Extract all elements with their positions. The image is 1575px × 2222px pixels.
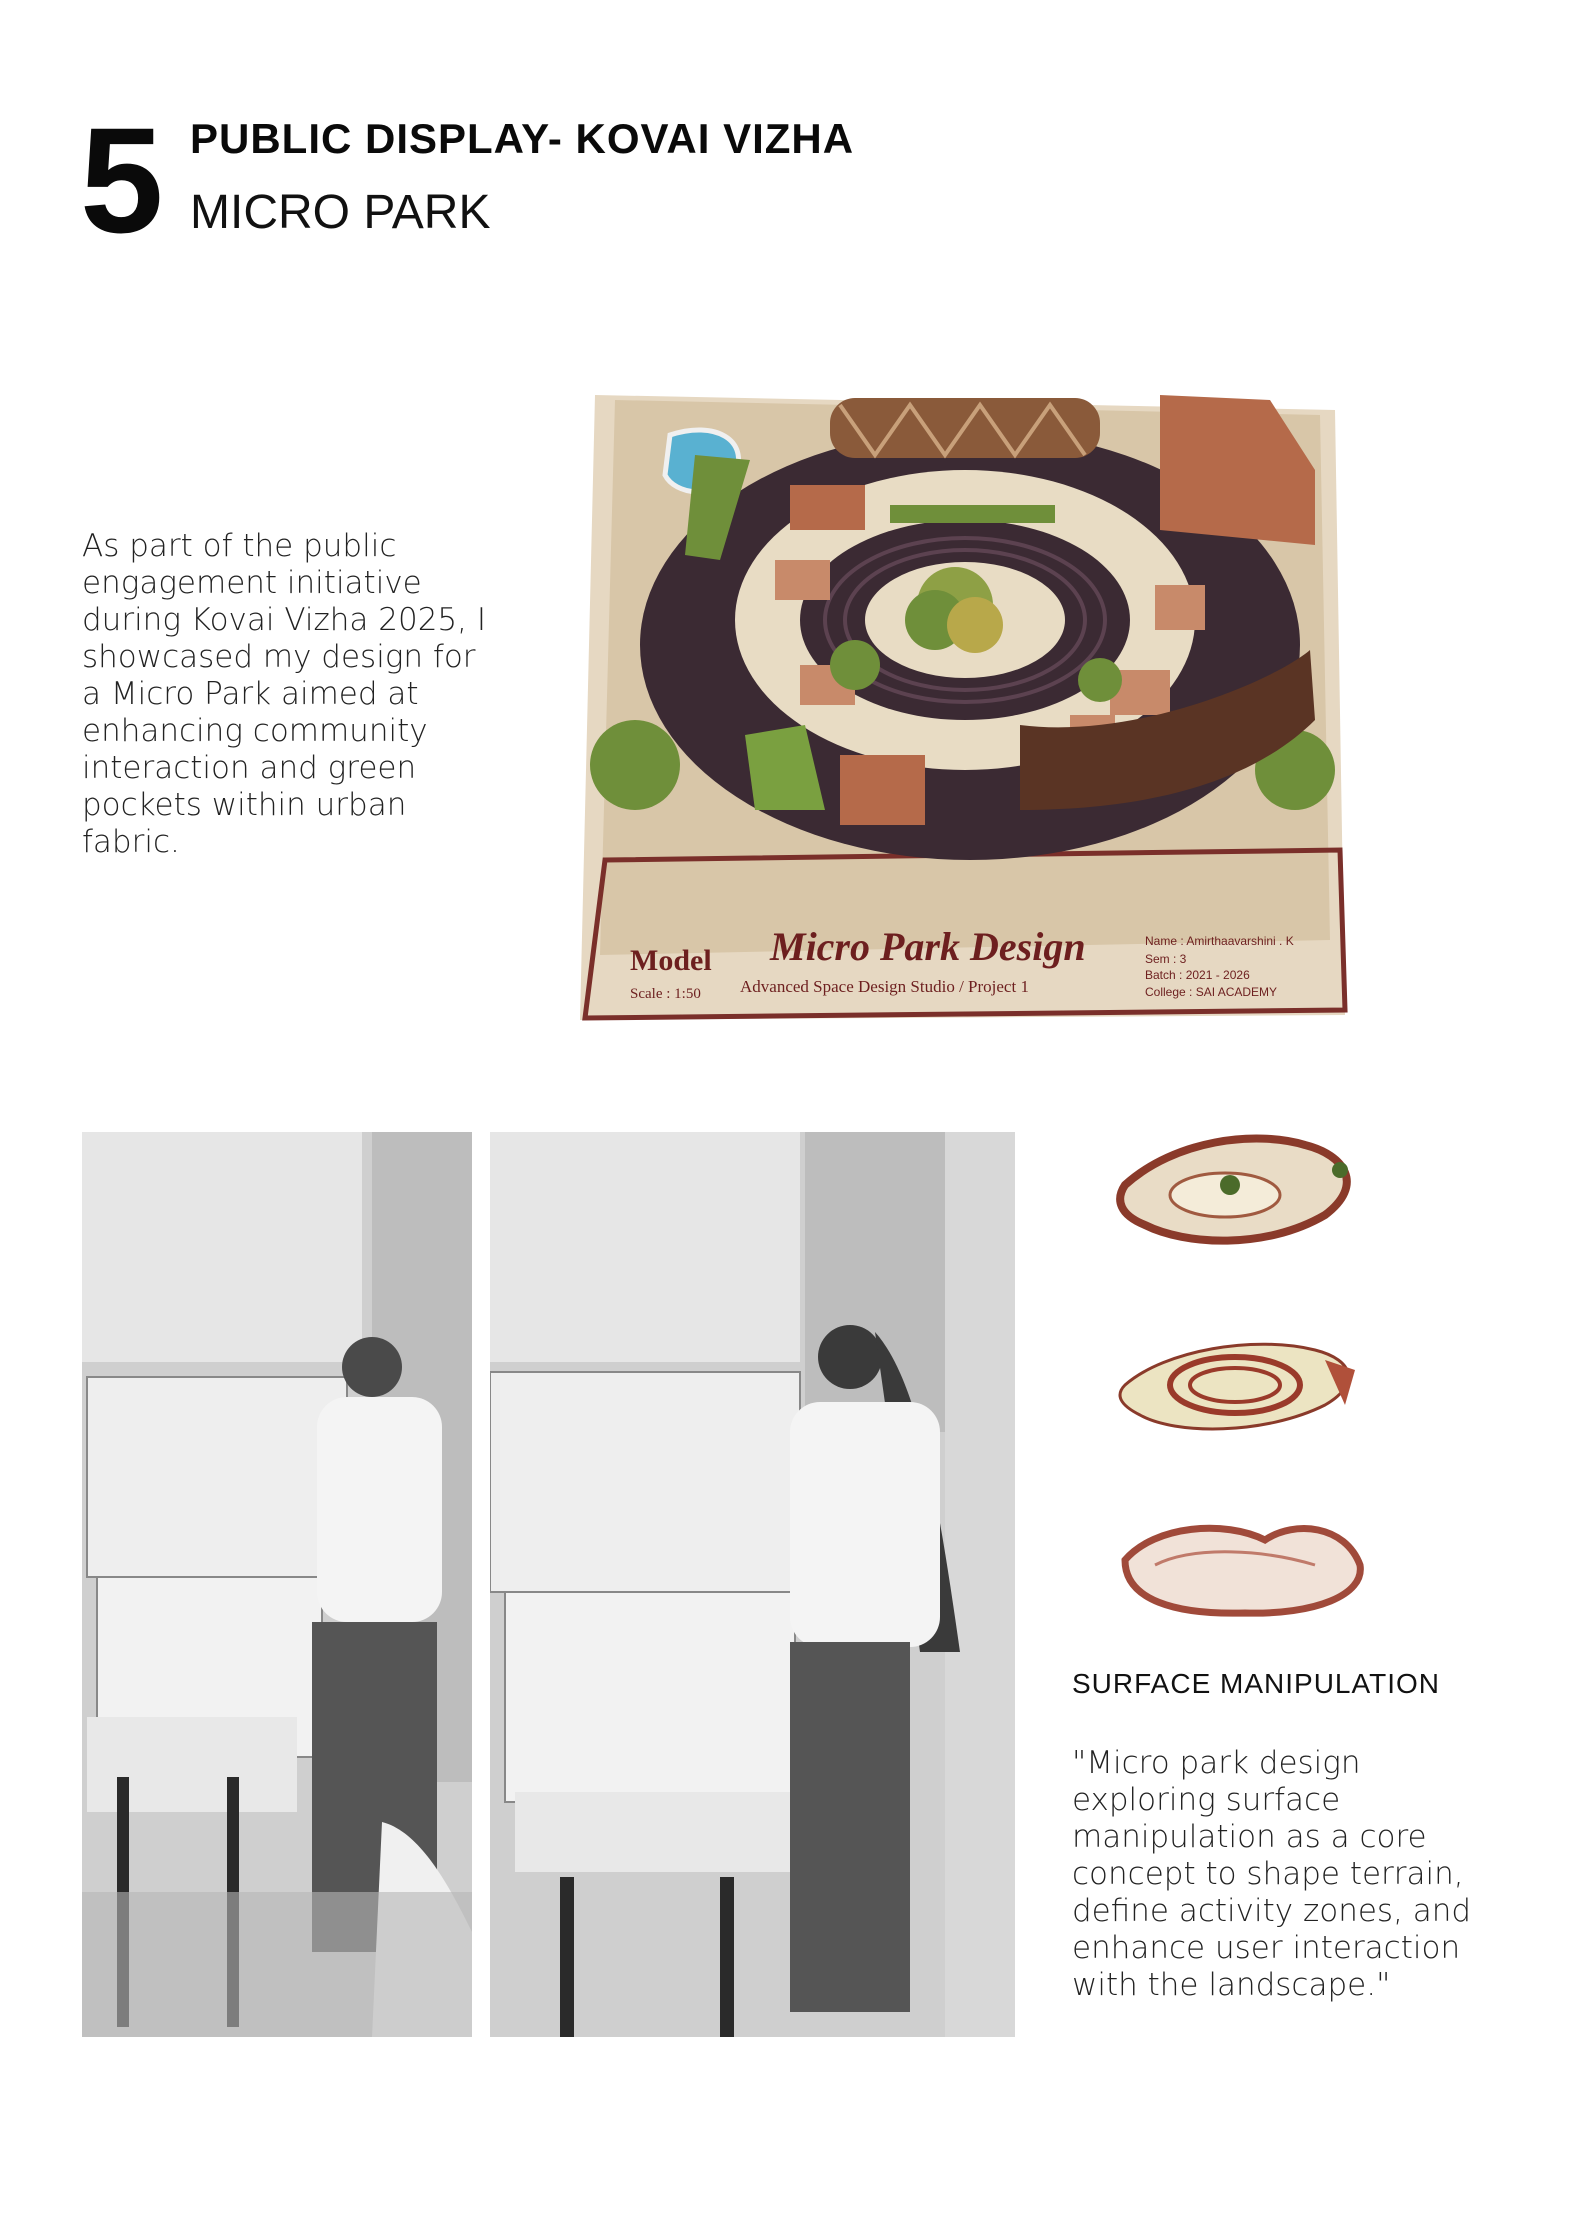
page-subheading: MICRO PARK xyxy=(190,186,491,239)
micro-park-model-photo xyxy=(575,380,1355,1030)
surface-manipulation-title: SURFACE MANIPULATION xyxy=(1072,1668,1440,1699)
board-model-label: Model xyxy=(630,944,712,977)
surface-manipulation-quote: "Micro park design exploring surface manipulation as a core concept to shape terrain, define activity zones, and enhance user interaction with the landscape." xyxy=(1072,1745,1472,2003)
board-name-line: Name : Amirthaavarshini . K xyxy=(1145,934,1294,948)
section-number: 5 xyxy=(80,96,164,264)
board-batch-line: Batch : 2021 - 2026 xyxy=(1145,968,1250,982)
surface-sketch-top xyxy=(1115,1130,1365,1250)
board-scale-label: Scale : 1:50 xyxy=(630,986,701,1002)
board-studio-line: Advanced Space Design Studio / Project 1 xyxy=(740,977,1029,996)
board-college-line: College : SAI ACADEMY xyxy=(1145,985,1278,999)
page-heading: PUBLIC DISPLAY- KOVAI VIZHA xyxy=(190,115,855,162)
surface-sketch-middle xyxy=(1115,1325,1365,1445)
surface-sketch-bottom xyxy=(1115,1505,1365,1625)
board-sem-line: Sem : 3 xyxy=(1145,952,1187,966)
intro-paragraph: As part of the public engagement initiative during Kovai Vizha 2025, I showcased my design for a Micro Park aimed at enhancing community interaction and green pockets within urban fabric. xyxy=(82,528,486,860)
board-title: Micro Park Design xyxy=(770,924,1086,969)
exhibition-photo-right xyxy=(490,1132,1015,2037)
exhibition-photo-left xyxy=(82,1132,472,2037)
